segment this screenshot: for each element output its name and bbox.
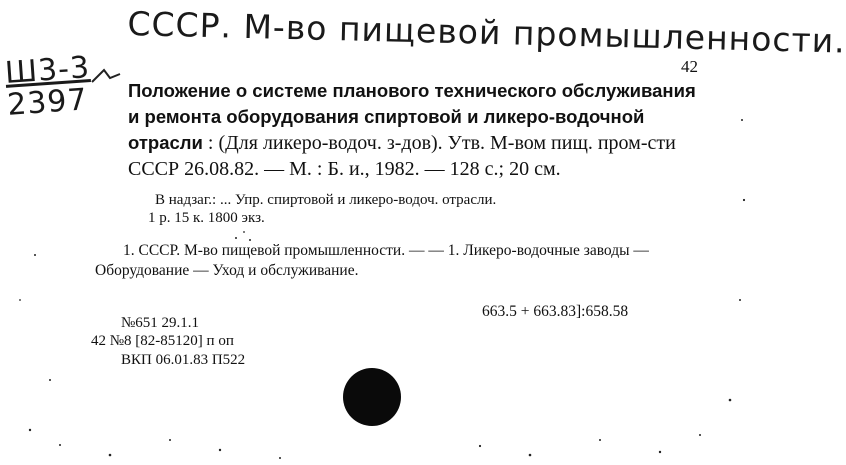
shelf-code-line-1: Ш3-3 <box>3 50 92 91</box>
subject-text: 1. СССР. М-во пищевой промышленности. — — 1. Ликеро-водочные заводы — Оборудование — Уход и обслуживание. <box>95 242 649 279</box>
handwritten-heading: СССР. М-во пищевой промышленности. <box>127 4 846 61</box>
classification-index: 663.5 + 663.83]:658.58 <box>482 303 629 320</box>
punch-hole <box>343 368 401 426</box>
accession-line-2: 42 №8 [82-85120] п оп <box>91 333 234 349</box>
price-line: 1 р. 15 к. 1800 экз. <box>148 210 265 226</box>
shelf-code-line-2: 2397 <box>6 82 89 123</box>
entry-details: : (Для ликеро-водоч. з-дов). Утв. М-вом пищ. пром-сти СССР 26.08.82. — М. : Б. и., 1982. — 128 с.; 20 см. <box>128 132 676 180</box>
subject-headings <box>95 241 710 281</box>
note-line: В надзаг.: ... Упр. спиртовой и ликеро-водоч. отрасли. <box>155 192 497 208</box>
card-number: 42 <box>681 57 698 76</box>
accession-line-1: №651 29.1.1 <box>121 315 200 331</box>
bibliographic-entry <box>128 78 708 182</box>
accession-line-3: ВКП 06.01.83 П522 <box>121 352 246 368</box>
handwritten-shelf-code <box>4 52 93 122</box>
entry-title: Положение о системе планового технического обслуживания и ремонта оборудования спиртовой и ликеро-водочной отрасли <box>128 80 696 153</box>
